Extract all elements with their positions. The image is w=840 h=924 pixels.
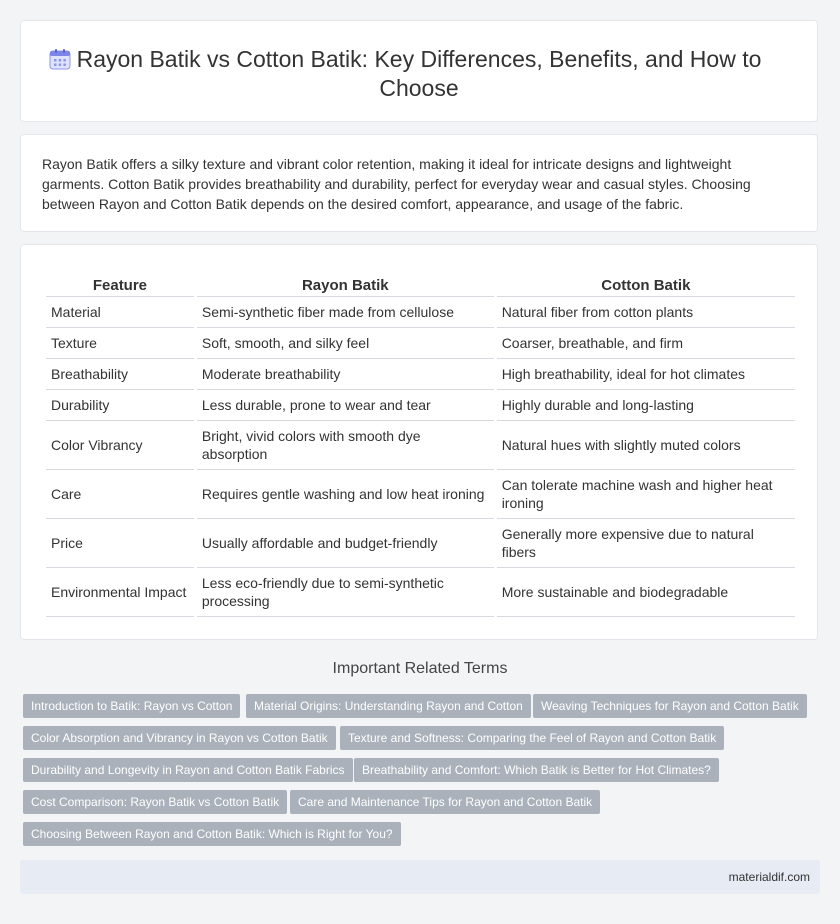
table-row (46, 519, 795, 568)
comparison-table-card (20, 244, 818, 640)
header-feature: Feature (46, 270, 194, 297)
feature-cell: Texture (46, 328, 194, 359)
header-rayon: Rayon Batik (197, 270, 494, 297)
footer-bar (20, 860, 820, 894)
page-title-line-1: Rayon Batik vs Cotton Batik: Key Differences, Benefits, and How to (76, 46, 762, 72)
cotton-cell: Highly durable and long-lasting (497, 390, 795, 421)
cotton-cell: Natural fiber from cotton plants (497, 297, 795, 328)
header-card (20, 20, 818, 122)
cotton-cell: Natural hues with slightly muted colors (497, 421, 795, 470)
table-row (46, 297, 795, 328)
table-row (46, 568, 795, 617)
footer-site-link[interactable]: materialdif.com (728, 870, 810, 884)
intro-text: Rayon Batik offers a silky texture and vibrant color retention, making it ideal for intricate designs and lightweight garments. Cotton Batik provides breathability and durability, perfect for everyday wear and casual styles. Choosing between Rayon and Cotton Batik depends on the desired comfort, appearance, and usage of the fabric. (42, 156, 751, 212)
related-term-tag[interactable]: Color Absorption and Vibrancy in Rayon vs Cotton Batik (23, 726, 336, 750)
related-term-tag[interactable]: Texture and Softness: Comparing the Feel of Rayon and Cotton Batik (340, 726, 724, 750)
related-term-tag[interactable]: Material Origins: Understanding Rayon and Cotton (246, 694, 531, 718)
related-term-tag[interactable]: Weaving Techniques for Rayon and Cotton Batik (533, 694, 807, 718)
related-term-tag[interactable]: Durability and Longevity in Rayon and Cotton Batik Fabrics (23, 758, 353, 782)
feature-cell: Care (46, 470, 194, 519)
rayon-cell: Less eco-friendly due to semi-synthetic processing (197, 568, 494, 617)
rayon-cell: Soft, smooth, and silky feel (197, 328, 494, 359)
header-cotton: Cotton Batik (497, 270, 795, 297)
feature-cell: Environmental Impact (46, 568, 194, 617)
table-row (46, 421, 795, 470)
related-term-tag[interactable]: Choosing Between Rayon and Cotton Batik: Which is Right for You? (23, 822, 401, 846)
related-term-tag[interactable]: Breathability and Comfort: Which Batik is Better for Hot Climates? (354, 758, 719, 782)
rayon-cell: Semi-synthetic fiber made from cellulose (197, 297, 494, 328)
related-term-tag[interactable]: Cost Comparison: Rayon Batik vs Cotton Batik (23, 790, 287, 814)
cotton-cell: Coarser, breathable, and firm (497, 328, 795, 359)
rayon-cell: Requires gentle washing and low heat ironing (197, 470, 494, 519)
table-row (46, 359, 795, 390)
page-title-line-2: Choose (379, 75, 459, 101)
cotton-cell: High breathability, ideal for hot climates (497, 359, 795, 390)
related-term-tag[interactable]: Care and Maintenance Tips for Rayon and Cotton Batik (290, 790, 600, 814)
table-header-row (46, 270, 795, 297)
rayon-cell: Less durable, prone to wear and tear (197, 390, 494, 421)
table-row (46, 470, 795, 519)
cotton-cell: More sustainable and biodegradable (497, 568, 795, 617)
cotton-cell: Generally more expensive due to natural fibers (497, 519, 795, 568)
page-title (41, 45, 797, 103)
related-terms-title: Important Related Terms (332, 660, 508, 677)
rayon-cell: Usually affordable and budget-friendly (197, 519, 494, 568)
intro-card (20, 134, 818, 232)
comparison-table (43, 270, 798, 617)
cotton-cell: Can tolerate machine wash and higher heat ironing (497, 470, 795, 519)
related-term-tag[interactable]: Introduction to Batik: Rayon vs Cotton (23, 694, 240, 718)
feature-cell: Durability (46, 390, 194, 421)
feature-cell: Color Vibrancy (46, 421, 194, 470)
rayon-cell: Bright, vivid colors with smooth dye absorption (197, 421, 494, 470)
feature-cell: Breathability (46, 359, 194, 390)
feature-cell: Material (46, 297, 194, 328)
rayon-cell: Moderate breathability (197, 359, 494, 390)
table-row (46, 328, 795, 359)
table-row (46, 390, 795, 421)
feature-cell: Price (46, 519, 194, 568)
